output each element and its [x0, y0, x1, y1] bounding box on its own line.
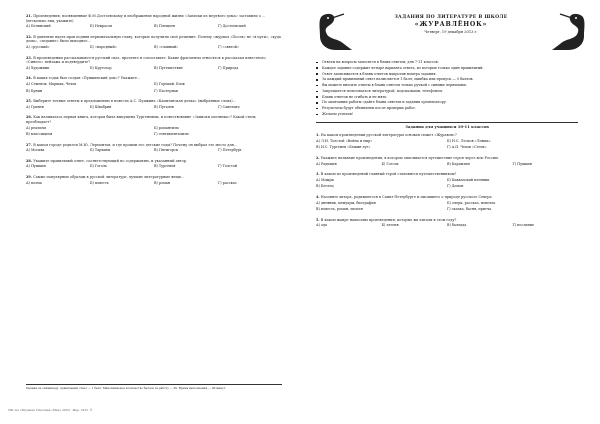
question-text [26, 76, 282, 81]
answer-option: Г) Петербург [218, 148, 242, 153]
answer-option: В) «славный» [154, 44, 179, 49]
answer-options [316, 223, 578, 228]
instruction-item: По окончании работы сдайте бланк ответов и задания организатору. [316, 100, 578, 105]
question-text [26, 35, 282, 44]
section-title: Задания для учащихся 10-11 классов [316, 122, 578, 130]
question-body: Как называлась первая книга, которая была выпущена Тургеневым, и повествование «Записки охотника»? Какой стиль преобладает? [26, 115, 256, 124]
answer-option: В) Карамзин [447, 161, 470, 166]
instruction-item: За каждый правильный ответ начисляется 1 балл; ошибка или пропуск — 0 баллов. [316, 77, 578, 82]
question-number: 21. [26, 14, 33, 18]
answer-options [26, 126, 282, 137]
answer-option: В) роман [154, 180, 171, 185]
question-number: 5. [316, 217, 320, 222]
answer-option: Б) Горький, Блок [154, 81, 185, 86]
question-text [26, 14, 282, 23]
question-text [26, 99, 282, 104]
answer-option: А) поэма [26, 180, 42, 185]
right-page [300, 0, 600, 424]
masthead-title: ЗАДАНИЯ ПО ЛИТЕРАТУРЕ В ШКОЛЕ [394, 15, 508, 20]
instruction-item: Бланк ответов не сгибать и не мять. [316, 95, 578, 100]
question-number: 1. [316, 133, 320, 138]
masthead-date: Четверг, 19 декабря 2013 г. [424, 30, 478, 35]
question-body: В давление вдоль прав подняв первоначальную главу, которые получили своё решение: Почему «журнал «Посев» не «в пути», «куда дома», «издание» было выходное… [26, 34, 281, 44]
answer-option: В) классицизм [26, 132, 53, 137]
right-questions [316, 133, 578, 228]
answer-option: Г) А.П. Чехов «Степь» [447, 145, 487, 150]
answer-option: Б) романтизм [154, 125, 179, 130]
answer-option: В) баллада [447, 223, 467, 228]
answer-options [26, 82, 282, 93]
answer-option: А) Радищев [316, 161, 337, 166]
question-number: 26. [26, 115, 33, 120]
answer-option: А) Художник [26, 65, 50, 70]
answer-option: Г) Природа [218, 65, 239, 70]
question-body: В каком жанре написаны произведения, которые вы читали в этом году? [320, 217, 457, 222]
question-number: 22. [26, 34, 33, 39]
answer-options [26, 181, 282, 186]
question [26, 143, 282, 153]
answer-option: Г) Пушкин [512, 161, 532, 166]
answer-option: Г) Демон [447, 184, 464, 189]
answer-option: Г) рассказ [218, 180, 237, 185]
answer-option: А) Пушкин [26, 164, 46, 169]
answer-option: Г) Савельич [218, 104, 240, 109]
answer-option: В) Беглец [316, 184, 334, 189]
answer-option: А) Белинский [26, 24, 51, 29]
left-footer: Оценка за олимпиаду: правильный ответ — 1 балл. Максимальное количество баллов за работу — 30. Время выполнения — 90 минут. [26, 384, 282, 391]
question-text [26, 143, 282, 148]
answer-option: А) дневник, мемуары, биография [316, 200, 376, 205]
bottom-note: 500 лет «Музыка» Пластика «Мир» 2015г. Жур. 2015. © [8, 408, 93, 412]
answer-options [26, 164, 282, 169]
question-number: 3. [316, 172, 320, 177]
answer-options [316, 201, 578, 212]
answer-option: А) Л.Н. Толстой «Война и мир» [316, 138, 373, 143]
masthead-name: «ЖУРАВЛЁНОК» [414, 20, 488, 28]
question [316, 156, 578, 166]
question [26, 56, 282, 71]
question-text [316, 172, 578, 177]
answer-option: А) Семенов, Маршак, Чехов [26, 81, 77, 86]
question-number: 25. [26, 99, 33, 104]
answer-option: В) Бунин [26, 88, 43, 93]
instruction-item: Ответы на вопросы заносятся в бланк ответов; для 7-11 классов. [316, 60, 578, 65]
question-number: 29. [26, 175, 33, 180]
instruction-item: Результаты будут объявлены после проверки работ. [316, 106, 578, 111]
instruction-item: Каждое задание содержит четыре варианта ответа, из которых только один правильный. [316, 66, 578, 71]
crane-emblem-right-icon [546, 10, 590, 58]
answer-option: Б) Гоголь [381, 161, 399, 166]
question-body: В каком из произведений главный герой становится путешественником? [320, 172, 457, 177]
question-number: 23. [26, 55, 33, 60]
answer-options [316, 178, 578, 189]
answer-option: Б) элегия [381, 223, 399, 228]
answer-options [26, 148, 282, 153]
question-body: Произведения, посвященные Ф.М.Достоевскому и изображение народной жизни «Записки из мертвого дома» заставили о … (несколько лиц, укажите) [26, 14, 266, 23]
answer-options [316, 162, 578, 167]
question-body: Укажите правильный ответ, соответствующий по содержанию, и указанный автор. [33, 158, 188, 163]
question-text [316, 195, 578, 200]
answer-option: Г) Толстой [218, 164, 238, 169]
question [26, 76, 282, 93]
question [316, 195, 578, 212]
question-body: В произведении рассказываются русский сказ, прочтите и сопоставьте. Какие фрагменты относятся к рассказам известного «Синего» пейзажа и подтвердите? [26, 55, 266, 65]
question-body: Самые популярные образцы в русской литературе, лучшие литературные вещи… [33, 175, 185, 180]
answer-option: Б) Н.С. Лесков «Левша» [447, 138, 491, 143]
question-text [26, 159, 282, 164]
question-text [26, 115, 282, 124]
right-content [316, 60, 578, 234]
answer-option: Г) послание [512, 223, 535, 228]
instruction-item: Желаем успехов! [316, 112, 578, 117]
question [26, 175, 282, 185]
instruction-item: Запрещается пользоваться литературой, подсказками, телефоном. [316, 89, 578, 94]
answer-option: Б) Швабрин [90, 104, 112, 109]
question-text [316, 218, 578, 223]
answer-options [26, 66, 282, 71]
answer-option: Б) Тарханы [90, 148, 111, 153]
question [26, 14, 282, 29]
question-body: Назовите автора, родившегося в Санкт-Петербурге и писавшего о природе русского Севера. [320, 194, 493, 199]
answer-option: В) повесть, роман, эпопея [316, 207, 363, 212]
question-number: 4. [316, 194, 320, 199]
question-body: Выберите точные ответы к предложению в повести А.С. Пушкина «Капитанская дочка» (выбранные слова)… [33, 99, 237, 104]
question [26, 115, 282, 136]
question-number: 2. [316, 156, 320, 160]
answer-option: Г) Достоевский [218, 24, 246, 29]
answer-option: Б) повесть [90, 180, 109, 185]
question-text [316, 156, 578, 161]
answer-option: В) Плещеев [154, 24, 176, 29]
answer-option: В) Путешествие [154, 65, 183, 70]
question-number: 28. [26, 158, 33, 163]
answer-option: Б) Кругозор [90, 65, 112, 70]
answer-option: Г) сказка, басня, притча [447, 207, 492, 212]
question-text [316, 133, 578, 138]
answer-options [26, 45, 282, 50]
answer-option: В) Тургенев [154, 164, 176, 169]
instruction-list [316, 60, 578, 117]
crane-emblem-left-icon [314, 10, 358, 58]
question [316, 172, 578, 189]
answer-option: Г) Пастернак [154, 88, 178, 93]
question-body: На каком произведении русской литературы основан сюжет «Журавля»? [320, 133, 457, 138]
question-number: 24. [26, 76, 33, 81]
answer-option: А) реализм [26, 125, 47, 130]
answer-option: Б) очерк, рассказ, новелла [447, 200, 496, 205]
answer-option: В) Пугачев [154, 104, 174, 109]
answer-option: Б) Гоголь [90, 164, 107, 169]
left-questions [26, 14, 282, 191]
instruction-item: Ответ записывается в бланк ответов напротив номера задания. [316, 72, 578, 77]
answer-option: А) ода [316, 223, 328, 228]
answer-option: В) И.С. Тургенев «Бежин луг» [316, 145, 371, 150]
answer-option: Б) Некрасов [90, 24, 113, 29]
instruction-item: Вы можете вносить ответы в бланк ответов только ручкой с синими чернилами. [316, 83, 578, 88]
answer-option: В) Пятигорск [154, 148, 179, 153]
question-number: 27. [26, 142, 33, 147]
question [26, 99, 282, 109]
answer-option: А) «русский» [26, 44, 50, 49]
answer-option: А) Мцыри [316, 177, 334, 182]
answer-option: Б) «народный» [90, 44, 117, 49]
answer-option: Г) «святой» [218, 44, 239, 49]
answer-options [26, 105, 282, 110]
question [26, 35, 282, 50]
question [316, 133, 578, 150]
answer-options [26, 24, 282, 29]
question-text [26, 56, 282, 65]
answer-option: А) Гринев [26, 104, 44, 109]
question-body: В каких годах был создан «Пушкинский дом»? Укажите… [33, 76, 141, 81]
question-body: Укажите название произведения, в котором описывается путешествие героя через всю Россию. [320, 156, 500, 160]
answer-options [316, 139, 578, 150]
masthead [364, 16, 538, 35]
question-text [26, 175, 282, 180]
question-body: В каком городе родился М.Ю. Лермонтов, и где прошли его детские годы? Почему он выбрал это место для… [33, 142, 238, 147]
question [26, 159, 282, 169]
answer-option: А) Москва [26, 148, 45, 153]
answer-option: Б) Кавказский пленник [447, 177, 490, 182]
question [316, 218, 578, 228]
answer-option: Г) сентиментализм [154, 132, 189, 137]
